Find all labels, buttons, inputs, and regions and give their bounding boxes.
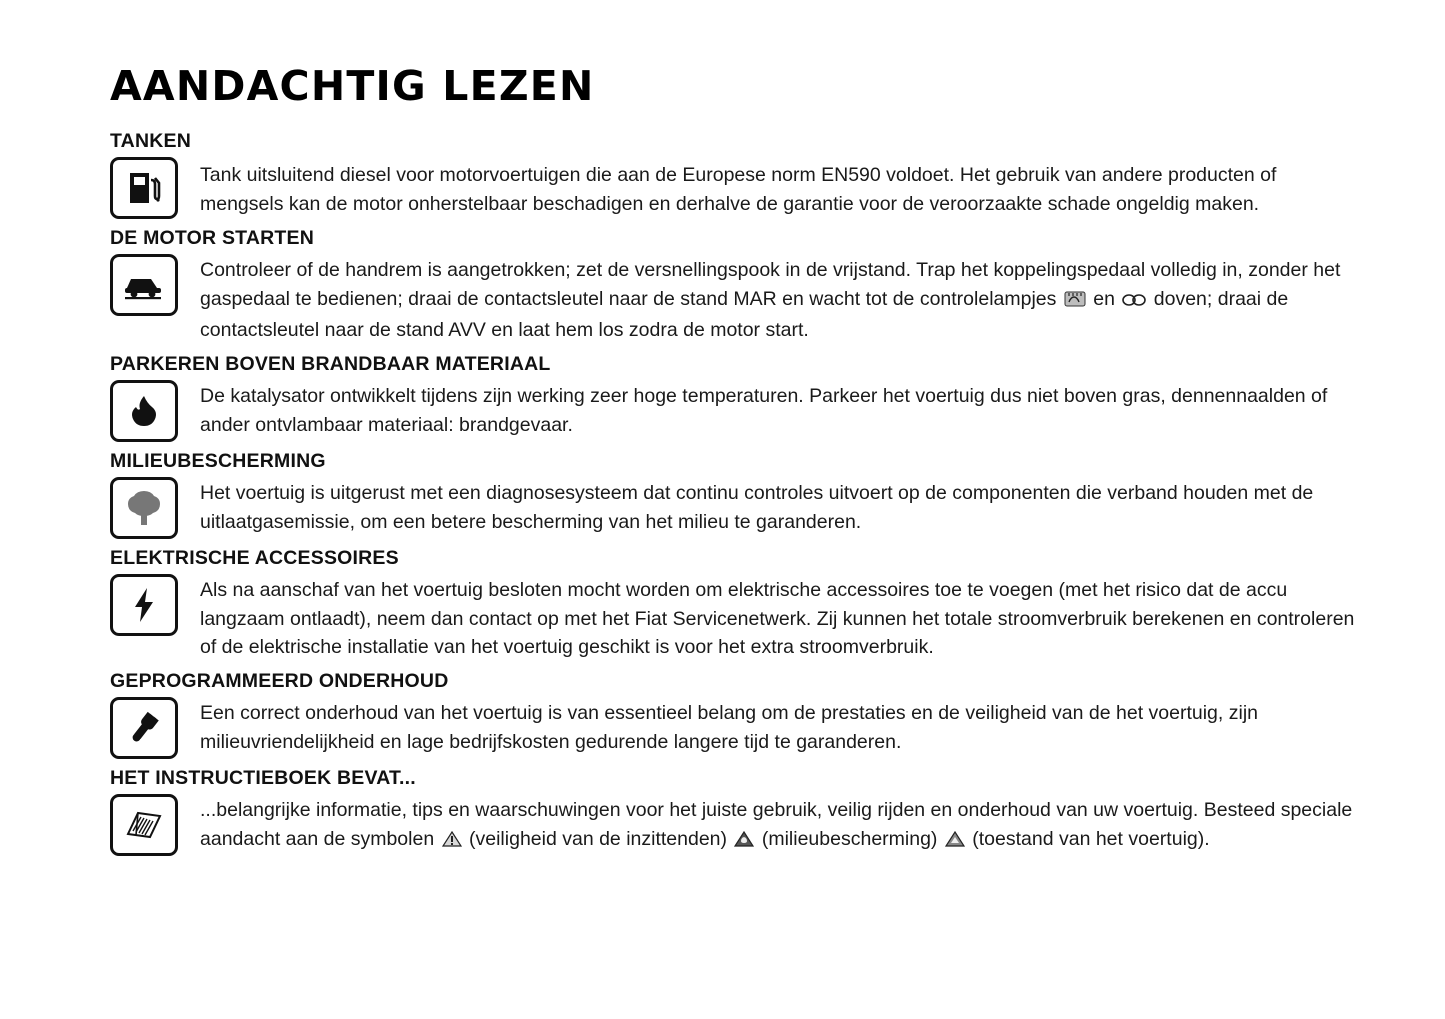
section-milieubescherming: [110, 450, 1357, 539]
motor-text-part3: doven; draai de contactsleutel naar de stand AVV en laat hem los zodra de motor start.: [200, 287, 1289, 342]
motor-text-part2: en: [1087, 287, 1121, 310]
section-heading-parkeren: PARKEREN BOVEN BRANDBAAR MATERIAAL: [110, 352, 551, 375]
open-book-icon: [110, 794, 178, 856]
section-text-geprogrammeerd-onderhoud: Een correct onderhoud van het voertuig is van essentieel belang om de prestaties en de veiligheid van de het voertuig, zijn milieuvriendelijkheid en lage bedrijfskosten gedurende langere tijd te garanderen.: [200, 701, 1258, 753]
section-text-tanken: Tank uitsluitend diesel voor motorvoertuigen die aan de Europese norm EN590 voldoet. Het gebruik van andere producten of mengsels kan de motor onherstelbaar beschadigen en derhalve de garantie voor de veroorzaakte schade ongeldig maken.: [200, 164, 1277, 215]
section-heading-geprogrammeerd-onderhoud: GEPROGRAMMEERD ONDERHOUD: [110, 669, 449, 692]
glow-plug-warning-icon: [1064, 288, 1086, 317]
tree-icon: [110, 477, 178, 539]
engine-check-warning-icon: [1122, 288, 1146, 317]
section-text-de-motor-starten: [200, 254, 1357, 345]
section-heading-elektrische-accessoires: ELEKTRISCHE ACCESSOIRES: [110, 546, 399, 569]
section-text-het-instructieboek-bevat: [200, 794, 1357, 856]
section-heading-tanken: TANKEN: [110, 130, 191, 152]
vehicle-condition-warning-icon: [945, 828, 965, 857]
lightning-bolt-icon: [110, 574, 178, 636]
section-heading-milieubescherming: MILIEUBESCHERMING: [110, 449, 326, 472]
section-text-milieubescherming: Het voertuig is uitgerust met een diagnosesysteem dat continu controles uitvoert op de componenten die verband houden met de uitlaatgasemissie, om een betere bescherming van het milieu te garanderen.: [200, 481, 1314, 533]
section-tanken: [110, 130, 1357, 219]
section-het-instructieboek-bevat: [110, 767, 1357, 856]
car-icon: [110, 254, 178, 316]
boek-text-part3: (milieubescherming): [756, 827, 943, 850]
section-heading-het-instructieboek-bevat: HET INSTRUCTIEBOEK BEVAT...: [110, 766, 416, 789]
section-text-elektrische-accessoires: Als na aanschaf van het voertuig besloten mocht worden om elektrische accessoires toe te voegen (met het risico dat de accu langzaam ontlaadt), neem dan contact op met het Fiat Servicenetwerk. Zij kunnen het totale stroomverbruik berekenen en controleren of de elektrische installatie van het voertuig geschikt is voor het extra stroomverbruik.: [200, 578, 1355, 659]
flame-icon: [110, 380, 178, 442]
fuel-pump-icon: [110, 157, 178, 219]
section-elektrische-accessoires: [110, 547, 1357, 662]
page-title: AANDACHTIG LEZEN: [110, 62, 595, 110]
section-heading-de-motor-starten: DE MOTOR STARTEN: [110, 227, 314, 249]
section-parkeren-boven-brandbaar-materiaal: [110, 353, 1357, 442]
wrench-icon: [110, 697, 178, 759]
section-geprogrammeerd-onderhoud: [110, 670, 1357, 759]
motor-text-part1: Controleer of de handrem is aangetrokken; zet de versnellingspook in de vrijstand. Trap het koppelingspedaal volledig in, zonder het gaspedaal te bedienen; draai de contactsleutel naar de stand MAR en wacht tot de controlelampjes: [200, 259, 1341, 310]
boek-text-part4: (toestand van het voertuig).: [966, 827, 1210, 850]
safety-warning-triangle-icon: [442, 828, 462, 857]
environment-warning-triangle-icon: [734, 828, 754, 857]
section-text-parkeren: De katalysator ontwikkelt tijdens zijn werking zeer hoge temperaturen. Parkeer het voertuig dus niet boven gras, dennennaalden of ander ontvlambaar materiaal: brandgevaar.: [200, 384, 1328, 436]
section-de-motor-starten: [110, 227, 1357, 345]
boek-text-part2: (veiligheid van de inzittenden): [463, 827, 733, 850]
boek-text-part1: ...belangrijke informatie, tips en waarschuwingen voor het juiste gebruik, veilig rijden en onderhoud van uw voertuig. Besteed speciale aandacht aan de symbolen: [200, 798, 1353, 850]
